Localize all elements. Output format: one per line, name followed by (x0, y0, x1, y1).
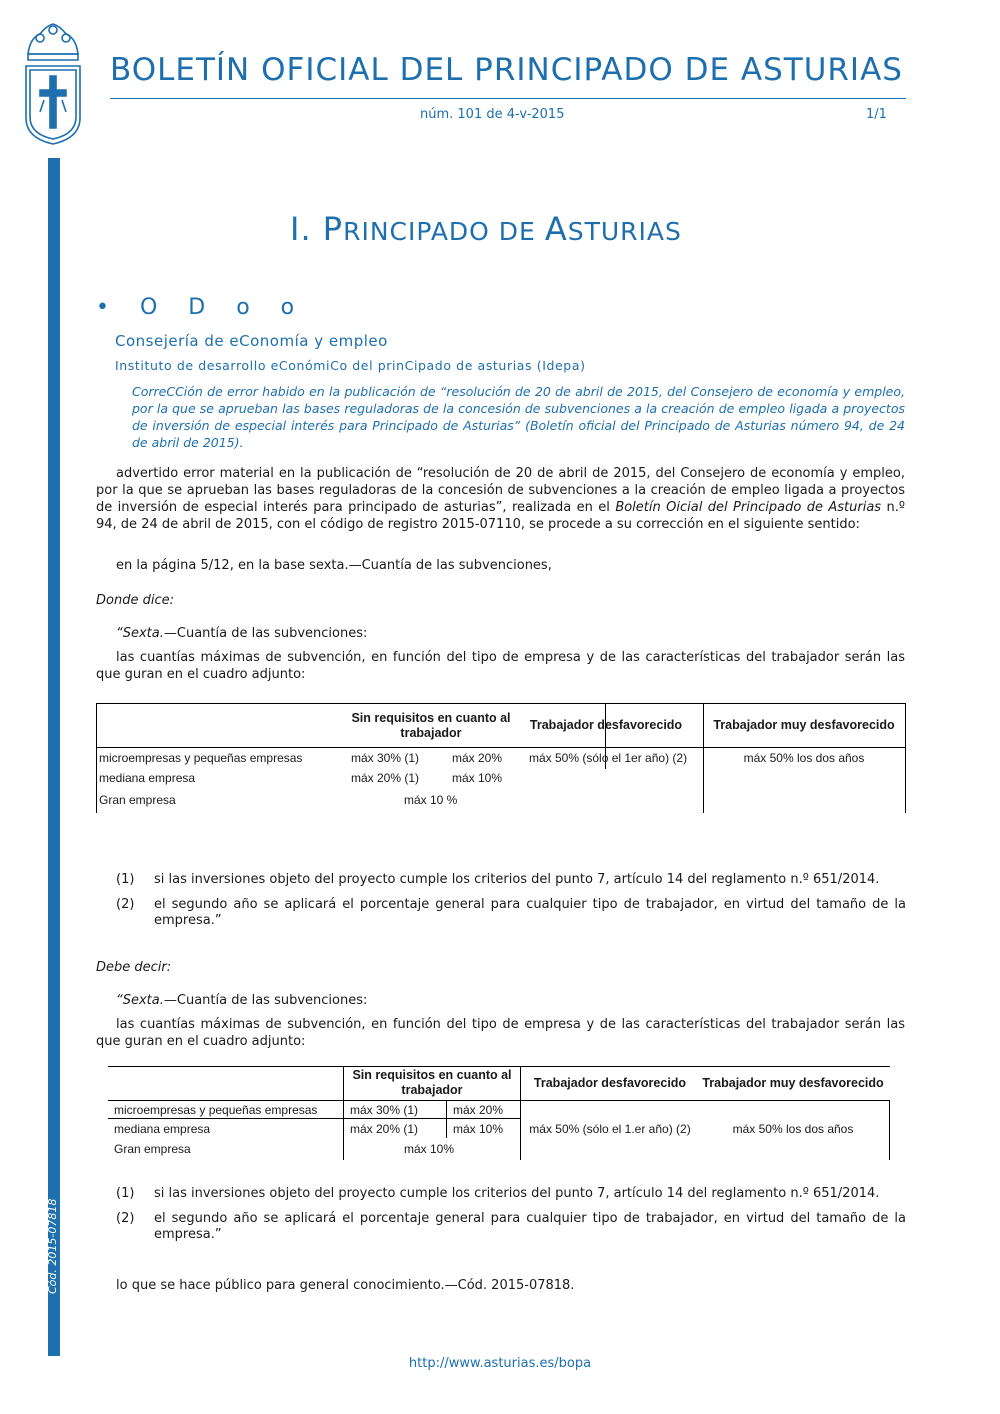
footnote (116, 1186, 906, 1202)
section-title-rest2: STURIAS (567, 217, 682, 246)
sexta-rest: —Cuantía de las subvenciones: (163, 993, 368, 1008)
paragraph-cuantias-2: las cuantías máximas de subvención, en función del tipo de empresa y de las características del trabajador serán las que guran en el cuadro adjunto: (96, 1017, 905, 1049)
t1-row1-label: microempresas y pequeñas empresas (99, 751, 303, 765)
intro-text-a: advertido error material en la publicación de “resolución de 20 de abril de 2015, del Consejero de economía y empleo, por la que se aprueban las bases reguladoras de la concesión de subvenciones a la creación de empleo ligada a proyectos de inversión de especial interés para principado de asturias”, realizada en el (96, 466, 905, 515)
t1-row1-c2: máx 20% (452, 751, 503, 765)
page-number: 1/1 (866, 107, 887, 122)
t2-row2-label: mediana empresa (114, 1122, 211, 1136)
sexta-heading-2 (116, 993, 367, 1008)
t2-merged-desfav: máx 50% (sólo el 1.er año) (2) (529, 1122, 691, 1136)
paragraph-page-ref: en la página 5/12, en la base sexta.—Cuantía de las subvenciones, (116, 558, 552, 573)
section-numeral: I. (290, 210, 312, 248)
debe-decir-label: Debe decir: (96, 960, 172, 975)
footnote-num: (2) (116, 1211, 135, 1226)
footnote (116, 872, 906, 888)
paragraph-cuantias-1: las cuantías máximas de subvención, en función del tipo de empresa y de las características del trabajador serán las que guran en el cuadro adjunto: (96, 650, 905, 682)
gazette-title: BOLETÍN OFICIAL DEL PRINCIPADO DE ASTURIAS (110, 52, 903, 88)
t2-row2-c2: máx 10% (453, 1122, 504, 1136)
sidebar-code-text: Cód. 2015-07818 (46, 1198, 59, 1294)
sexta-heading-1 (116, 626, 367, 641)
t2-header-muy: Trabajador muy desfavorecido (702, 1076, 884, 1090)
footer-url-link[interactable]: http://www.asturias.es/bopa (408, 1356, 592, 1371)
header-divider (110, 98, 906, 99)
t1-row1-c3: máx 50% (sólo el 1er año) (2) (529, 751, 688, 765)
t1-row1-c1: máx 30% (1) (351, 751, 420, 765)
sexta-rest: —Cuantía de las subvenciones: (163, 626, 368, 641)
section-title-initial2: A (544, 210, 568, 248)
consejeria-heading: Consejería de eConomía y empleo (115, 332, 388, 350)
footnotes-2 (116, 1186, 906, 1243)
intro-text-b: n.º 94, de 24 de abril de 2015, con el código de registro 2015-07110, se procede a su corrección en el siguiente sentido: (96, 500, 905, 532)
sidebar-code (42, 1190, 72, 1300)
t2-row3-label: Gran empresa (114, 1142, 191, 1156)
footnote-text: si las inversiones objeto del proyecto cumple los criterios del punto 7, artículo 14 del reglamento n.º 651/2014. (154, 872, 880, 887)
t2-header-sin: Sin requisitos en cuanto al trabajador (352, 1068, 512, 1097)
t2-merged-muy: máx 50% los dos años (732, 1122, 854, 1136)
footnote (116, 1211, 906, 1243)
sexta-italic: “Sexta. (116, 626, 164, 641)
t2-row2-c1: máx 20% (1) (350, 1122, 419, 1136)
table-original (96, 703, 906, 813)
t1-row2-label: mediana empresa (99, 771, 196, 785)
sidebar-bar (48, 158, 60, 1356)
section-title-initial: P (322, 210, 344, 248)
bullet-heading: • O D o o (96, 295, 297, 320)
instituto-heading: Instituto de desarrollo eConómiCo del prinCipado de asturias (Idepa) (115, 358, 586, 373)
t1-row3-label: Gran empresa (99, 793, 176, 807)
paragraph-intro (96, 465, 905, 533)
footnote-text: el segundo año se aplicará el porcentaje general para cualquier tipo de trabajador, en virtud del tamaño de la empresa.” (154, 897, 906, 928)
t1-row2-c1: máx 20% (1) (351, 771, 420, 785)
t2-row1-label: microempresas y pequeñas empresas (114, 1103, 318, 1117)
sexta-italic: “Sexta. (116, 993, 164, 1008)
t1-row1-c4: máx 50% los dos años (743, 751, 865, 765)
asturias-coat-of-arms-icon (20, 20, 86, 148)
footnote-text: si las inversiones objeto del proyecto cumple los criterios del punto 7, artículo 14 del reglamento n.º 651/2014. (154, 1186, 880, 1201)
t1-header-muy: Trabajador muy desfavorecido (713, 718, 895, 732)
footnote-num: (2) (116, 897, 135, 912)
table-corrected (108, 1066, 890, 1160)
t2-header-desfav: Trabajador desfavorecido (533, 1076, 687, 1090)
t1-row2-c2: máx 10% (452, 771, 503, 785)
t2-row1-c1: máx 30% (1) (350, 1103, 419, 1117)
intro-text-italic: Boletín Oicial del Principado de Asturias (615, 500, 882, 515)
footnotes-1 (116, 872, 906, 929)
donde-dice-label: Donde dice: (96, 593, 174, 608)
footnote-text: el segundo año se aplicará el porcentaje general para cualquier tipo de trabajador, en virtud del tamaño de la empresa.” (154, 1211, 906, 1242)
section-title (290, 210, 682, 248)
closing-text: lo que se hace público para general conocimiento.—Cód. 2015-07818. (116, 1278, 575, 1293)
footnote-num: (1) (116, 1186, 135, 1201)
t2-row1-c2: máx 20% (453, 1103, 504, 1117)
footnote-num: (1) (116, 872, 135, 887)
t1-header-desfav: Trabajador desfavorecido (529, 718, 683, 732)
t1-header-sin: Sin requisitos en cuanto al trabajador (351, 711, 511, 740)
summary: CorreCCión de error habido en la publicación de “resolución de 20 de abril de 2015, del Consejero de economía y empleo, por la que se aprueban las bases reguladoras de la concesión de subvenciones a la creación de empleo ligada a proyectos de inversión de especial interés para Principado de Asturias” (Boletín oficial del Principado de Asturias número 94, de 24 de abril de 2015). (132, 384, 905, 450)
issue-number: núm. 101 de 4-v-2015 (420, 107, 565, 122)
footnote (116, 897, 906, 929)
t1-row3-c1: máx 10 % (404, 793, 458, 807)
section-title-rest: RINCIPADO DE (343, 217, 545, 246)
t2-row3-c1: máx 10% (404, 1142, 455, 1156)
